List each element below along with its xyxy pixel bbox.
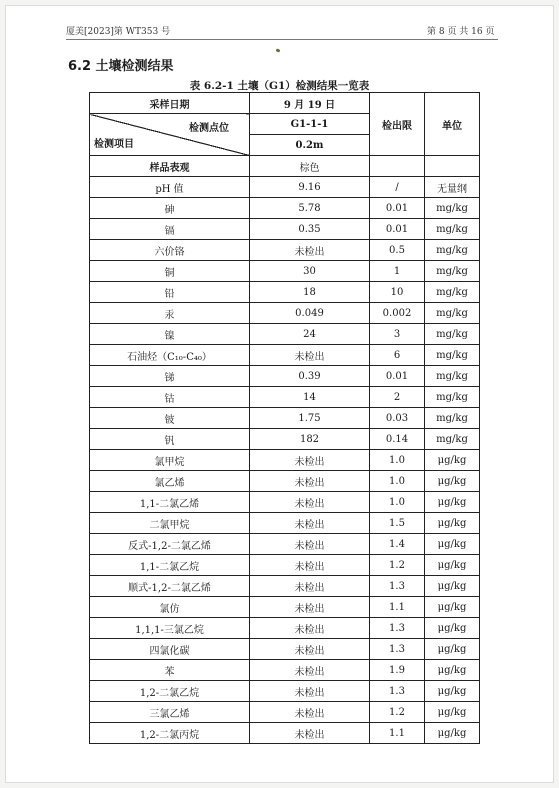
item-result: 未检出 bbox=[250, 702, 370, 723]
item-result: 未检出 bbox=[250, 534, 370, 555]
item-limit: 1.3 bbox=[370, 618, 425, 639]
item-limit: 1.0 bbox=[370, 450, 425, 471]
table-row bbox=[90, 513, 480, 534]
item-limit: 1.4 bbox=[370, 534, 425, 555]
sampling-date-label: 采样日期 bbox=[90, 93, 250, 114]
item-limit: 1.5 bbox=[370, 513, 425, 534]
item-limit: 1.1 bbox=[370, 723, 425, 744]
header-rule bbox=[66, 39, 498, 40]
item-result: 未检出 bbox=[250, 681, 370, 702]
item-name: 反式-1,2-二氯乙烯 bbox=[90, 534, 250, 555]
table-row bbox=[90, 429, 480, 450]
diagonal-header-cell bbox=[90, 114, 250, 156]
appearance-unit-empty bbox=[425, 156, 480, 177]
item-name: 钒 bbox=[90, 429, 250, 450]
item-name: 四氯化碳 bbox=[90, 639, 250, 660]
item-result: 未检出 bbox=[250, 618, 370, 639]
table-title: 表 6.2-1 土壤（G1）检测结果一览表 bbox=[189, 80, 370, 92]
item-name: pH 值 bbox=[90, 177, 250, 198]
item-unit: mg/kg bbox=[425, 429, 480, 450]
item-unit: μg/kg bbox=[425, 639, 480, 660]
item-limit: 0.01 bbox=[370, 366, 425, 387]
item-name: 镉 bbox=[90, 219, 250, 240]
item-unit: μg/kg bbox=[425, 702, 480, 723]
table-row bbox=[90, 198, 480, 219]
item-limit: 1.0 bbox=[370, 471, 425, 492]
table-row bbox=[90, 219, 480, 240]
item-name: 1,1,1-三氯乙烷 bbox=[90, 618, 250, 639]
header-row-date bbox=[90, 93, 480, 114]
scan-speck bbox=[276, 48, 281, 52]
item-name: 1,1-二氯乙烯 bbox=[90, 492, 250, 513]
item-result: 0.39 bbox=[250, 366, 370, 387]
item-result: 未检出 bbox=[250, 555, 370, 576]
diag-label-point: 检测点位 bbox=[189, 123, 229, 134]
item-unit: mg/kg bbox=[425, 387, 480, 408]
item-result: 未检出 bbox=[250, 597, 370, 618]
item-name: 氯乙烯 bbox=[90, 471, 250, 492]
item-result: 未检出 bbox=[250, 639, 370, 660]
item-limit: 1.0 bbox=[370, 492, 425, 513]
item-name: 六价铬 bbox=[90, 240, 250, 261]
item-limit: 0.002 bbox=[370, 303, 425, 324]
sampling-date: 9 月 19 日 bbox=[250, 93, 370, 114]
item-name: 1,2-二氯乙烷 bbox=[90, 681, 250, 702]
item-unit: mg/kg bbox=[425, 408, 480, 429]
item-name: 1,1-二氯乙烷 bbox=[90, 555, 250, 576]
item-name: 顺式-1,2-二氯乙烯 bbox=[90, 576, 250, 597]
item-result: 未检出 bbox=[250, 576, 370, 597]
item-limit: 1.3 bbox=[370, 639, 425, 660]
item-limit: 3 bbox=[370, 324, 425, 345]
item-unit: mg/kg bbox=[425, 219, 480, 240]
item-limit: 1 bbox=[370, 261, 425, 282]
item-limit: 1.2 bbox=[370, 555, 425, 576]
item-unit: μg/kg bbox=[425, 681, 480, 702]
section-title: 6.2 土壤检测结果 bbox=[68, 59, 174, 74]
table-row bbox=[90, 555, 480, 576]
table-row bbox=[90, 618, 480, 639]
item-name: 铍 bbox=[90, 408, 250, 429]
item-unit: mg/kg bbox=[425, 261, 480, 282]
item-unit: μg/kg bbox=[425, 471, 480, 492]
appearance-row bbox=[90, 156, 480, 177]
item-name: 石油烃（C₁₀-C₄₀） bbox=[90, 345, 250, 366]
item-result: 14 bbox=[250, 387, 370, 408]
table-row bbox=[90, 576, 480, 597]
table-row bbox=[90, 450, 480, 471]
item-name: 砷 bbox=[90, 198, 250, 219]
item-result: 未检出 bbox=[250, 240, 370, 261]
item-unit: mg/kg bbox=[425, 366, 480, 387]
col-header-limit: 检出限 bbox=[370, 93, 425, 156]
item-name: 铜 bbox=[90, 261, 250, 282]
item-name: 氯仿 bbox=[90, 597, 250, 618]
item-unit: mg/kg bbox=[425, 324, 480, 345]
item-result: 0.049 bbox=[250, 303, 370, 324]
sampling-point: G1-1-1 bbox=[250, 114, 370, 135]
item-result: 未检出 bbox=[250, 471, 370, 492]
item-result: 未检出 bbox=[250, 660, 370, 681]
item-result: 0.35 bbox=[250, 219, 370, 240]
item-result: 182 bbox=[250, 429, 370, 450]
item-result: 5.78 bbox=[250, 198, 370, 219]
item-name: 锑 bbox=[90, 366, 250, 387]
item-limit: 6 bbox=[370, 345, 425, 366]
item-unit: μg/kg bbox=[425, 555, 480, 576]
table-row bbox=[90, 240, 480, 261]
item-limit: 0.01 bbox=[370, 198, 425, 219]
item-unit: mg/kg bbox=[425, 345, 480, 366]
item-unit: μg/kg bbox=[425, 597, 480, 618]
table-row bbox=[90, 660, 480, 681]
item-name: 铅 bbox=[90, 282, 250, 303]
appearance-limit-empty bbox=[370, 156, 425, 177]
results-table bbox=[89, 92, 480, 744]
item-unit: μg/kg bbox=[425, 513, 480, 534]
item-name: 汞 bbox=[90, 303, 250, 324]
item-limit: 1.1 bbox=[370, 597, 425, 618]
table-row bbox=[90, 282, 480, 303]
item-unit: mg/kg bbox=[425, 282, 480, 303]
item-unit: μg/kg bbox=[425, 618, 480, 639]
report-number: 厦美[2023]第 WT353 号 bbox=[66, 27, 171, 37]
item-result: 18 bbox=[250, 282, 370, 303]
item-limit: 1.3 bbox=[370, 576, 425, 597]
item-limit: 1.2 bbox=[370, 702, 425, 723]
item-unit: μg/kg bbox=[425, 576, 480, 597]
item-limit: / bbox=[370, 177, 425, 198]
table-row bbox=[90, 492, 480, 513]
item-name: 镍 bbox=[90, 324, 250, 345]
item-limit: 1.9 bbox=[370, 660, 425, 681]
item-unit: mg/kg bbox=[425, 240, 480, 261]
table-row bbox=[90, 471, 480, 492]
appearance-value: 棕色 bbox=[250, 156, 370, 177]
table-row bbox=[90, 639, 480, 660]
item-result: 未检出 bbox=[250, 492, 370, 513]
item-result: 24 bbox=[250, 324, 370, 345]
table-row bbox=[90, 534, 480, 555]
table-row bbox=[90, 261, 480, 282]
sampling-depth: 0.2m bbox=[250, 135, 370, 156]
item-name: 二氯甲烷 bbox=[90, 513, 250, 534]
item-limit: 1.3 bbox=[370, 681, 425, 702]
item-result: 30 bbox=[250, 261, 370, 282]
item-result: 未检出 bbox=[250, 345, 370, 366]
table-row bbox=[90, 303, 480, 324]
item-name: 三氯乙烯 bbox=[90, 702, 250, 723]
item-result: 1.75 bbox=[250, 408, 370, 429]
item-name: 苯 bbox=[90, 660, 250, 681]
document-page bbox=[5, 5, 554, 783]
item-limit: 0.03 bbox=[370, 408, 425, 429]
item-result: 未检出 bbox=[250, 450, 370, 471]
item-unit: μg/kg bbox=[425, 534, 480, 555]
item-unit: μg/kg bbox=[425, 660, 480, 681]
item-name: 1,2-二氯丙烷 bbox=[90, 723, 250, 744]
table-row bbox=[90, 408, 480, 429]
item-limit: 0.01 bbox=[370, 219, 425, 240]
table-row bbox=[90, 345, 480, 366]
item-name: 钴 bbox=[90, 387, 250, 408]
table-row bbox=[90, 723, 480, 744]
item-result: 未检出 bbox=[250, 723, 370, 744]
item-unit: mg/kg bbox=[425, 303, 480, 324]
item-result: 9.16 bbox=[250, 177, 370, 198]
item-limit: 10 bbox=[370, 282, 425, 303]
item-limit: 0.14 bbox=[370, 429, 425, 450]
table-row bbox=[90, 597, 480, 618]
col-header-unit: 单位 bbox=[425, 93, 480, 156]
item-unit: 无量纲 bbox=[425, 177, 480, 198]
page-number: 第 8 页 共 16 页 bbox=[427, 27, 495, 37]
item-unit: μg/kg bbox=[425, 723, 480, 744]
item-name: 氯甲烷 bbox=[90, 450, 250, 471]
item-unit: μg/kg bbox=[425, 492, 480, 513]
table-row bbox=[90, 681, 480, 702]
table-row bbox=[90, 387, 480, 408]
appearance-label: 样品表观 bbox=[90, 156, 250, 177]
item-limit: 2 bbox=[370, 387, 425, 408]
table-row bbox=[90, 702, 480, 723]
item-unit: mg/kg bbox=[425, 198, 480, 219]
table-row bbox=[90, 324, 480, 345]
item-unit: μg/kg bbox=[425, 450, 480, 471]
item-result: 未检出 bbox=[250, 513, 370, 534]
table-row bbox=[90, 366, 480, 387]
diag-label-item: 检测项目 bbox=[94, 139, 134, 150]
table-row bbox=[90, 177, 480, 198]
item-limit: 0.5 bbox=[370, 240, 425, 261]
